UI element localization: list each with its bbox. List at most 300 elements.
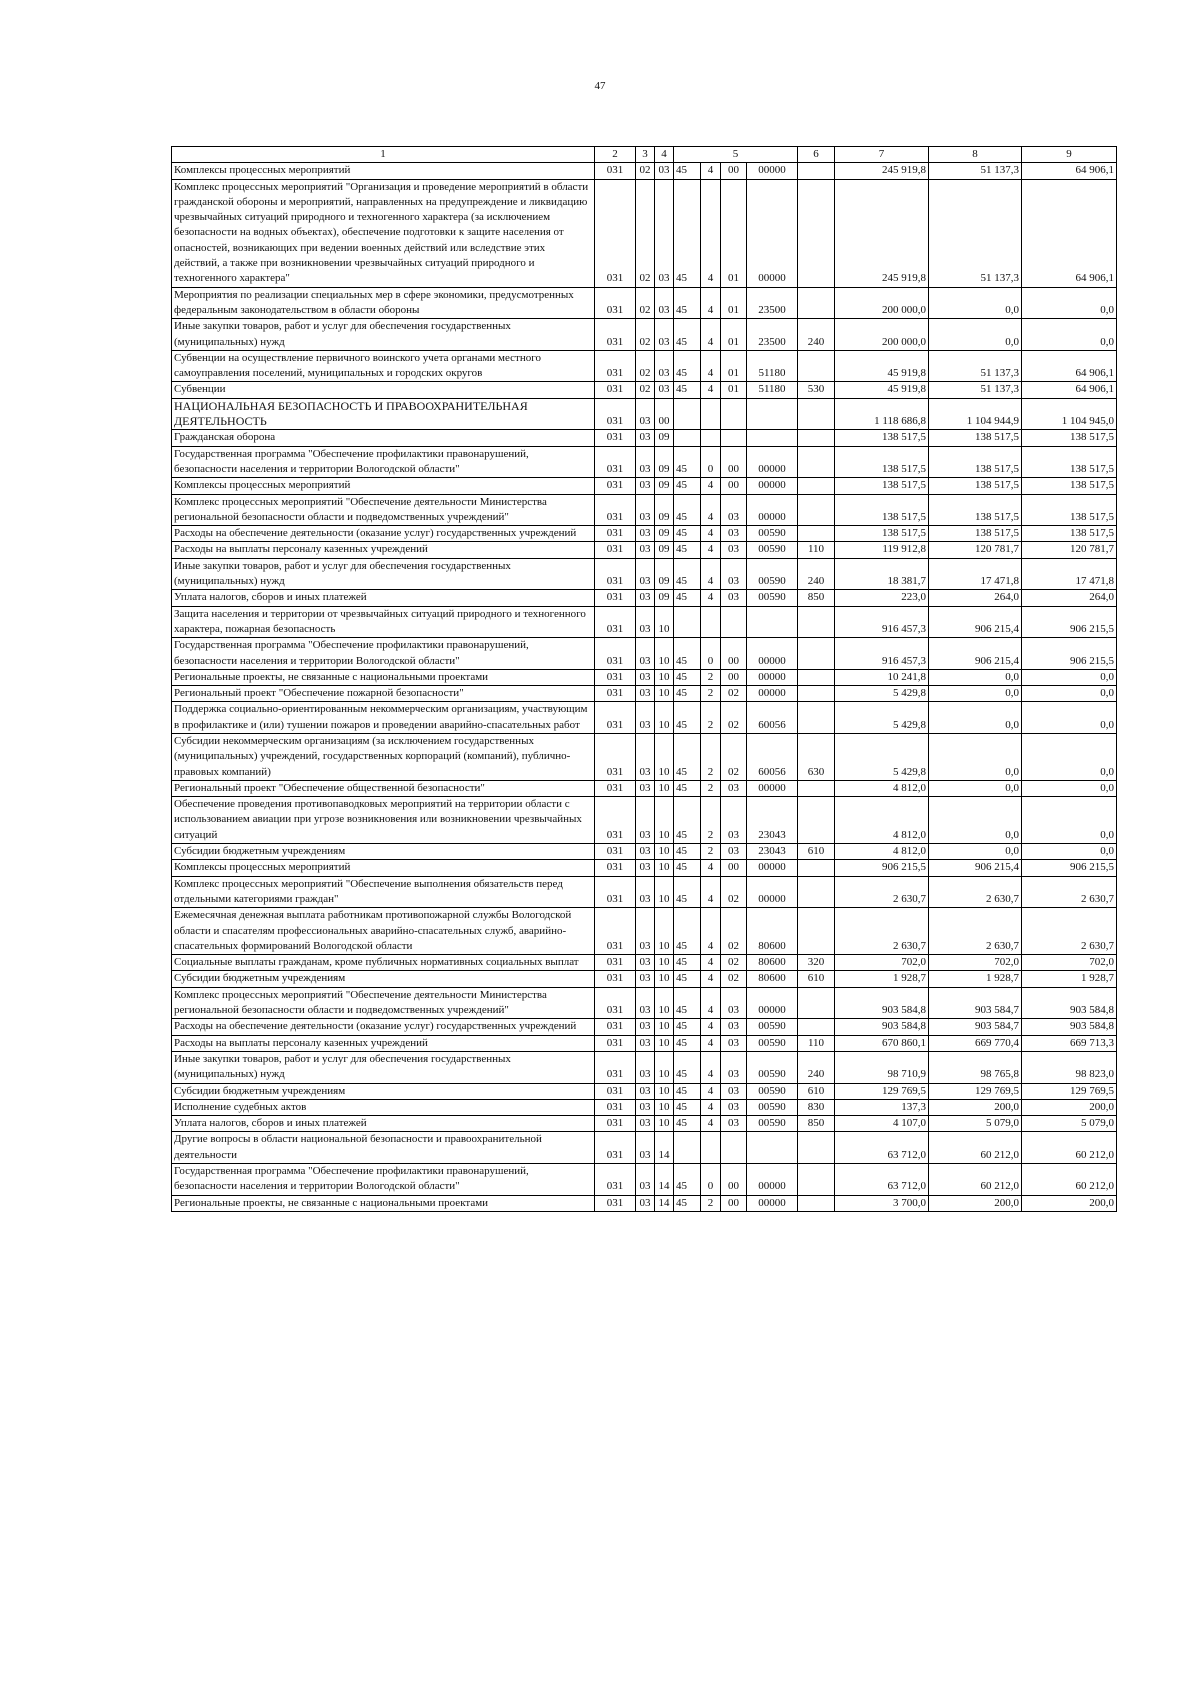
- cell-v3: 264,0: [1022, 590, 1117, 606]
- cell-name: Расходы на обеспечение деятельности (оказание услуг) государственных учреждений: [172, 526, 595, 542]
- cell-p4: 00590: [747, 558, 798, 590]
- cell-vr: [798, 702, 835, 734]
- cell-name: Комплексы процессных мероприятий: [172, 163, 595, 179]
- cell-name: Региональный проект "Обеспечение общественной безопасности": [172, 780, 595, 796]
- cell-rz: 03: [636, 446, 655, 478]
- cell-p1: 45: [674, 686, 701, 702]
- cell-grbs: 031: [595, 1164, 636, 1196]
- cell-pr: 10: [655, 797, 674, 844]
- cell-rz: 03: [636, 1019, 655, 1035]
- cell-v2: 1 928,7: [929, 971, 1022, 987]
- cell-pr: 10: [655, 955, 674, 971]
- cell-vr: [798, 287, 835, 319]
- cell-p3: 03: [721, 494, 747, 526]
- cell-v2: 0,0: [929, 669, 1022, 685]
- cell-p4: 00000: [747, 638, 798, 670]
- cell-p4: 00000: [747, 446, 798, 478]
- cell-v3: 64 906,1: [1022, 350, 1117, 382]
- cell-v1: 670 860,1: [835, 1035, 929, 1051]
- header-cell: 6: [798, 147, 835, 163]
- cell-vr: [798, 780, 835, 796]
- cell-rz: 02: [636, 350, 655, 382]
- cell-v2: 60 212,0: [929, 1132, 1022, 1164]
- cell-pr: 10: [655, 971, 674, 987]
- cell-name: Комплексы процессных мероприятий: [172, 478, 595, 494]
- cell-pr: 09: [655, 590, 674, 606]
- cell-p2: 4: [701, 382, 721, 398]
- cell-p4: 00000: [747, 494, 798, 526]
- cell-p4: 23500: [747, 287, 798, 319]
- cell-p3: [721, 430, 747, 446]
- cell-p4: 00000: [747, 780, 798, 796]
- cell-p4: 00000: [747, 987, 798, 1019]
- cell-p3: 00: [721, 478, 747, 494]
- cell-v3: 138 517,5: [1022, 446, 1117, 478]
- cell-vr: [798, 860, 835, 876]
- cell-pr: 10: [655, 733, 674, 780]
- cell-p2: 0: [701, 1164, 721, 1196]
- cell-name: Социальные выплаты гражданам, кроме публичных нормативных социальных выплат: [172, 955, 595, 971]
- cell-pr: 10: [655, 686, 674, 702]
- cell-rz: 02: [636, 382, 655, 398]
- cell-p2: 4: [701, 163, 721, 179]
- cell-p1: 45: [674, 1164, 701, 1196]
- cell-grbs: 031: [595, 1019, 636, 1035]
- cell-v1: 906 215,5: [835, 860, 929, 876]
- table-row: [172, 669, 1117, 685]
- cell-v1: 138 517,5: [835, 526, 929, 542]
- cell-rz: 03: [636, 494, 655, 526]
- cell-pr: 10: [655, 669, 674, 685]
- cell-v1: 4 812,0: [835, 797, 929, 844]
- cell-v3: 120 781,7: [1022, 542, 1117, 558]
- cell-p3: 03: [721, 1051, 747, 1083]
- cell-p1: 45: [674, 1083, 701, 1099]
- cell-p4: [747, 606, 798, 638]
- table-row: [172, 1132, 1117, 1164]
- cell-p1: 45: [674, 797, 701, 844]
- cell-pr: 00: [655, 398, 674, 430]
- cell-v1: 119 912,8: [835, 542, 929, 558]
- cell-vr: 530: [798, 382, 835, 398]
- cell-v1: 137,3: [835, 1099, 929, 1115]
- cell-vr: 850: [798, 1116, 835, 1132]
- cell-vr: [798, 446, 835, 478]
- cell-p4: 23043: [747, 797, 798, 844]
- page-number: 47: [594, 80, 606, 92]
- cell-name: Комплекс процессных мероприятий "Организация и проведение мероприятий в области гражданской обороны и мероприятий, направленных на предупреждение и ликвидацию чрезвычайных ситуаций природного и техногенного характера (за исключением безопасности на водных объектах), обеспечение подготовки к защите населения от опасностей, возникающих при ведении военных действий или вследствие этих действий, а также при возникновении чрезвычайных ситуаций природного и техногенного характера": [172, 179, 595, 287]
- cell-v3: 0,0: [1022, 733, 1117, 780]
- cell-v3: 60 212,0: [1022, 1164, 1117, 1196]
- cell-vr: [798, 350, 835, 382]
- cell-p1: 45: [674, 1051, 701, 1083]
- cell-vr: 610: [798, 971, 835, 987]
- cell-grbs: 031: [595, 876, 636, 908]
- table-row: [172, 780, 1117, 796]
- cell-v1: 5 429,8: [835, 702, 929, 734]
- cell-v3: 0,0: [1022, 319, 1117, 351]
- table-row: [172, 908, 1117, 955]
- cell-v2: 138 517,5: [929, 430, 1022, 446]
- table-row: [172, 733, 1117, 780]
- cell-name: Расходы на выплаты персоналу казенных учреждений: [172, 542, 595, 558]
- cell-v1: 2 630,7: [835, 908, 929, 955]
- cell-v3: 200,0: [1022, 1195, 1117, 1211]
- cell-p3: 03: [721, 987, 747, 1019]
- table-row: [172, 606, 1117, 638]
- cell-pr: 10: [655, 860, 674, 876]
- cell-rz: 03: [636, 860, 655, 876]
- cell-p2: 4: [701, 971, 721, 987]
- cell-rz: 03: [636, 876, 655, 908]
- cell-v3: 0,0: [1022, 702, 1117, 734]
- cell-name: Комплекс процессных мероприятий "Обеспечение деятельности Министерства региональной безопасности области и подведомственных учреждений": [172, 987, 595, 1019]
- cell-p4: 00590: [747, 1099, 798, 1115]
- cell-grbs: 031: [595, 908, 636, 955]
- table-row: [172, 1019, 1117, 1035]
- cell-v3: 2 630,7: [1022, 908, 1117, 955]
- cell-p2: 2: [701, 780, 721, 796]
- cell-p4: 00590: [747, 1035, 798, 1051]
- cell-v2: 0,0: [929, 319, 1022, 351]
- cell-pr: 10: [655, 987, 674, 1019]
- cell-v1: 4 812,0: [835, 844, 929, 860]
- cell-pr: 10: [655, 1051, 674, 1083]
- cell-p2: 4: [701, 1099, 721, 1115]
- cell-v3: 0,0: [1022, 797, 1117, 844]
- cell-name: Субсидии бюджетным учреждениям: [172, 1083, 595, 1099]
- cell-v1: 138 517,5: [835, 430, 929, 446]
- cell-p2: 4: [701, 558, 721, 590]
- cell-v1: 138 517,5: [835, 446, 929, 478]
- cell-rz: 03: [636, 733, 655, 780]
- cell-p1: 45: [674, 876, 701, 908]
- cell-p1: 45: [674, 860, 701, 876]
- cell-vr: [798, 430, 835, 446]
- cell-name: Государственная программа "Обеспечение профилактики правонарушений, безопасности населения и территории Вологодской области": [172, 1164, 595, 1196]
- cell-p2: 2: [701, 686, 721, 702]
- cell-p3: 03: [721, 1035, 747, 1051]
- cell-v1: 18 381,7: [835, 558, 929, 590]
- cell-p4: 00000: [747, 1195, 798, 1211]
- cell-rz: 03: [636, 955, 655, 971]
- cell-rz: 03: [636, 606, 655, 638]
- table-row: [172, 1051, 1117, 1083]
- cell-rz: 02: [636, 319, 655, 351]
- cell-rz: 03: [636, 908, 655, 955]
- cell-p4: 00000: [747, 686, 798, 702]
- cell-v1: 5 429,8: [835, 686, 929, 702]
- table-row: [172, 1164, 1117, 1196]
- cell-p3: 02: [721, 702, 747, 734]
- cell-vr: 110: [798, 542, 835, 558]
- cell-v1: 4 107,0: [835, 1116, 929, 1132]
- cell-p1: 45: [674, 971, 701, 987]
- cell-v3: 903 584,8: [1022, 987, 1117, 1019]
- cell-name: Мероприятия по реализации специальных мер в сфере экономики, предусмотренных федеральным законодательством в области обороны: [172, 287, 595, 319]
- cell-p3: 03: [721, 1019, 747, 1035]
- cell-p2: 2: [701, 669, 721, 685]
- cell-p4: [747, 1132, 798, 1164]
- cell-vr: [798, 1132, 835, 1164]
- cell-v1: 702,0: [835, 955, 929, 971]
- cell-v2: 129 769,5: [929, 1083, 1022, 1099]
- cell-vr: 240: [798, 319, 835, 351]
- cell-p3: 00: [721, 163, 747, 179]
- cell-name: Защита населения и территории от чрезвычайных ситуаций природного и техногенного характера, пожарная безопасность: [172, 606, 595, 638]
- cell-v3: 2 630,7: [1022, 876, 1117, 908]
- cell-v2: 906 215,4: [929, 638, 1022, 670]
- cell-p4: [747, 430, 798, 446]
- cell-p4: 80600: [747, 971, 798, 987]
- cell-p2: 4: [701, 526, 721, 542]
- cell-v1: 63 712,0: [835, 1132, 929, 1164]
- cell-v1: 45 919,8: [835, 382, 929, 398]
- table-row: [172, 163, 1117, 179]
- cell-name: Региональный проект "Обеспечение пожарной безопасности": [172, 686, 595, 702]
- table-row: [172, 971, 1117, 987]
- cell-p3: 03: [721, 1116, 747, 1132]
- cell-p2: 4: [701, 350, 721, 382]
- cell-grbs: 031: [595, 1099, 636, 1115]
- cell-pr: 09: [655, 430, 674, 446]
- cell-v3: 702,0: [1022, 955, 1117, 971]
- cell-p3: 02: [721, 955, 747, 971]
- cell-pr: 14: [655, 1195, 674, 1211]
- cell-v3: 138 517,5: [1022, 494, 1117, 526]
- cell-rz: 03: [636, 1195, 655, 1211]
- cell-p1: [674, 430, 701, 446]
- table-row: [172, 702, 1117, 734]
- cell-v2: 0,0: [929, 780, 1022, 796]
- cell-grbs: 031: [595, 797, 636, 844]
- cell-v1: 223,0: [835, 590, 929, 606]
- cell-p4: 23043: [747, 844, 798, 860]
- cell-p3: 00: [721, 446, 747, 478]
- cell-p4: 00590: [747, 1116, 798, 1132]
- cell-v2: 5 079,0: [929, 1116, 1022, 1132]
- cell-p3: 03: [721, 844, 747, 860]
- cell-p1: 45: [674, 1035, 701, 1051]
- cell-p4: [747, 398, 798, 430]
- cell-p3: 03: [721, 558, 747, 590]
- header-cell: 7: [835, 147, 929, 163]
- cell-v2: 60 212,0: [929, 1164, 1022, 1196]
- cell-vr: [798, 638, 835, 670]
- cell-p3: 02: [721, 971, 747, 987]
- cell-v2: 138 517,5: [929, 478, 1022, 494]
- table-row: [172, 319, 1117, 351]
- cell-v3: 64 906,1: [1022, 179, 1117, 287]
- table-row: [172, 1035, 1117, 1051]
- cell-name: Региональные проекты, не связанные с национальными проектами: [172, 669, 595, 685]
- cell-rz: 03: [636, 669, 655, 685]
- cell-p2: 4: [701, 494, 721, 526]
- cell-name: Субсидии бюджетным учреждениям: [172, 971, 595, 987]
- cell-p4: 00000: [747, 669, 798, 685]
- cell-pr: 09: [655, 542, 674, 558]
- cell-p2: 0: [701, 638, 721, 670]
- cell-p4: 00590: [747, 1051, 798, 1083]
- cell-grbs: 031: [595, 844, 636, 860]
- cell-name: Поддержка социально-ориентированным некоммерческим организациям, участвующим в профилактике и (или) тушении пожаров и проведении аварийно-спасательных работ: [172, 702, 595, 734]
- cell-name: Расходы на выплаты персоналу казенных учреждений: [172, 1035, 595, 1051]
- cell-grbs: 031: [595, 494, 636, 526]
- cell-rz: 03: [636, 542, 655, 558]
- cell-vr: [798, 686, 835, 702]
- table-row: [172, 430, 1117, 446]
- cell-vr: 630: [798, 733, 835, 780]
- cell-grbs: 031: [595, 350, 636, 382]
- cell-p1: 45: [674, 987, 701, 1019]
- cell-grbs: 031: [595, 780, 636, 796]
- cell-p1: [674, 398, 701, 430]
- table-row: [172, 987, 1117, 1019]
- cell-p1: 45: [674, 733, 701, 780]
- cell-p3: 03: [721, 542, 747, 558]
- cell-v3: 17 471,8: [1022, 558, 1117, 590]
- cell-vr: [798, 1019, 835, 1035]
- cell-p3: [721, 1132, 747, 1164]
- cell-rz: 03: [636, 1164, 655, 1196]
- cell-p1: 45: [674, 179, 701, 287]
- table-row: [172, 590, 1117, 606]
- cell-name: Комплекс процессных мероприятий "Обеспечение выполнения обязательств перед отдельными категориями граждан": [172, 876, 595, 908]
- cell-grbs: 031: [595, 558, 636, 590]
- table-row: [172, 844, 1117, 860]
- cell-p2: 2: [701, 733, 721, 780]
- cell-rz: 02: [636, 287, 655, 319]
- cell-p1: 45: [674, 287, 701, 319]
- cell-p1: 45: [674, 1116, 701, 1132]
- cell-p1: 45: [674, 319, 701, 351]
- cell-name: Гражданская оборона: [172, 430, 595, 446]
- header-cell: 5: [674, 147, 798, 163]
- cell-grbs: 031: [595, 163, 636, 179]
- cell-v2: 200,0: [929, 1195, 1022, 1211]
- cell-v3: 138 517,5: [1022, 526, 1117, 542]
- cell-p3: 02: [721, 733, 747, 780]
- cell-vr: 610: [798, 1083, 835, 1099]
- cell-rz: 03: [636, 1035, 655, 1051]
- cell-p1: 45: [674, 446, 701, 478]
- cell-grbs: 031: [595, 606, 636, 638]
- table-row: [172, 955, 1117, 971]
- cell-rz: 03: [636, 797, 655, 844]
- cell-rz: 03: [636, 844, 655, 860]
- cell-v3: 0,0: [1022, 669, 1117, 685]
- cell-vr: [798, 163, 835, 179]
- cell-rz: 03: [636, 1083, 655, 1099]
- cell-p3: 03: [721, 590, 747, 606]
- table-row: [172, 1099, 1117, 1115]
- table-row: [172, 179, 1117, 287]
- cell-grbs: 031: [595, 398, 636, 430]
- cell-pr: 09: [655, 446, 674, 478]
- cell-v3: 129 769,5: [1022, 1083, 1117, 1099]
- cell-name: Комплексы процессных мероприятий: [172, 860, 595, 876]
- cell-v1: 903 584,8: [835, 987, 929, 1019]
- header-cell: 3: [636, 147, 655, 163]
- cell-grbs: 031: [595, 1195, 636, 1211]
- table-row: [172, 638, 1117, 670]
- cell-p3: 00: [721, 1164, 747, 1196]
- table-row: [172, 478, 1117, 494]
- cell-rz: 03: [636, 590, 655, 606]
- cell-p4: 80600: [747, 908, 798, 955]
- cell-pr: 03: [655, 350, 674, 382]
- cell-grbs: 031: [595, 1132, 636, 1164]
- cell-v3: 906 215,5: [1022, 606, 1117, 638]
- cell-p3: 00: [721, 638, 747, 670]
- cell-p1: 45: [674, 1195, 701, 1211]
- cell-grbs: 031: [595, 733, 636, 780]
- cell-grbs: 031: [595, 638, 636, 670]
- cell-name: Уплата налогов, сборов и иных платежей: [172, 1116, 595, 1132]
- cell-p1: 45: [674, 163, 701, 179]
- cell-pr: 03: [655, 179, 674, 287]
- cell-v3: 138 517,5: [1022, 478, 1117, 494]
- cell-v1: 10 241,8: [835, 669, 929, 685]
- table-body: [172, 163, 1117, 1212]
- cell-pr: 09: [655, 558, 674, 590]
- cell-p2: 2: [701, 1195, 721, 1211]
- cell-v3: 1 104 945,0: [1022, 398, 1117, 430]
- cell-pr: 14: [655, 1132, 674, 1164]
- cell-p3: 00: [721, 1195, 747, 1211]
- cell-v2: 51 137,3: [929, 179, 1022, 287]
- cell-p3: 01: [721, 287, 747, 319]
- cell-grbs: 031: [595, 860, 636, 876]
- cell-p1: 45: [674, 1019, 701, 1035]
- table-row: [172, 398, 1117, 430]
- cell-v1: 45 919,8: [835, 350, 929, 382]
- cell-p1: 45: [674, 494, 701, 526]
- cell-rz: 03: [636, 430, 655, 446]
- cell-p3: 03: [721, 797, 747, 844]
- cell-p3: 00: [721, 669, 747, 685]
- cell-v3: 0,0: [1022, 686, 1117, 702]
- cell-v2: 2 630,7: [929, 876, 1022, 908]
- cell-v1: 4 812,0: [835, 780, 929, 796]
- cell-grbs: 031: [595, 478, 636, 494]
- cell-p1: 45: [674, 382, 701, 398]
- cell-v3: 669 713,3: [1022, 1035, 1117, 1051]
- cell-grbs: 031: [595, 971, 636, 987]
- cell-grbs: 031: [595, 1035, 636, 1051]
- cell-v1: 916 457,3: [835, 606, 929, 638]
- cell-v3: 0,0: [1022, 780, 1117, 796]
- cell-name: Другие вопросы в области национальной безопасности и правоохранительной деятельности: [172, 1132, 595, 1164]
- cell-p1: 45: [674, 955, 701, 971]
- cell-p1: 45: [674, 638, 701, 670]
- cell-grbs: 031: [595, 1051, 636, 1083]
- cell-vr: 110: [798, 1035, 835, 1051]
- cell-vr: [798, 494, 835, 526]
- cell-v3: 60 212,0: [1022, 1132, 1117, 1164]
- table-row: [172, 287, 1117, 319]
- cell-p3: 03: [721, 780, 747, 796]
- cell-p1: 45: [674, 844, 701, 860]
- cell-name: Расходы на обеспечение деятельности (оказание услуг) государственных учреждений: [172, 1019, 595, 1035]
- cell-v2: 2 630,7: [929, 908, 1022, 955]
- cell-v2: 120 781,7: [929, 542, 1022, 558]
- cell-rz: 03: [636, 1132, 655, 1164]
- cell-v3: 903 584,8: [1022, 1019, 1117, 1035]
- cell-v1: 98 710,9: [835, 1051, 929, 1083]
- cell-v2: 51 137,3: [929, 350, 1022, 382]
- cell-p3: 03: [721, 1099, 747, 1115]
